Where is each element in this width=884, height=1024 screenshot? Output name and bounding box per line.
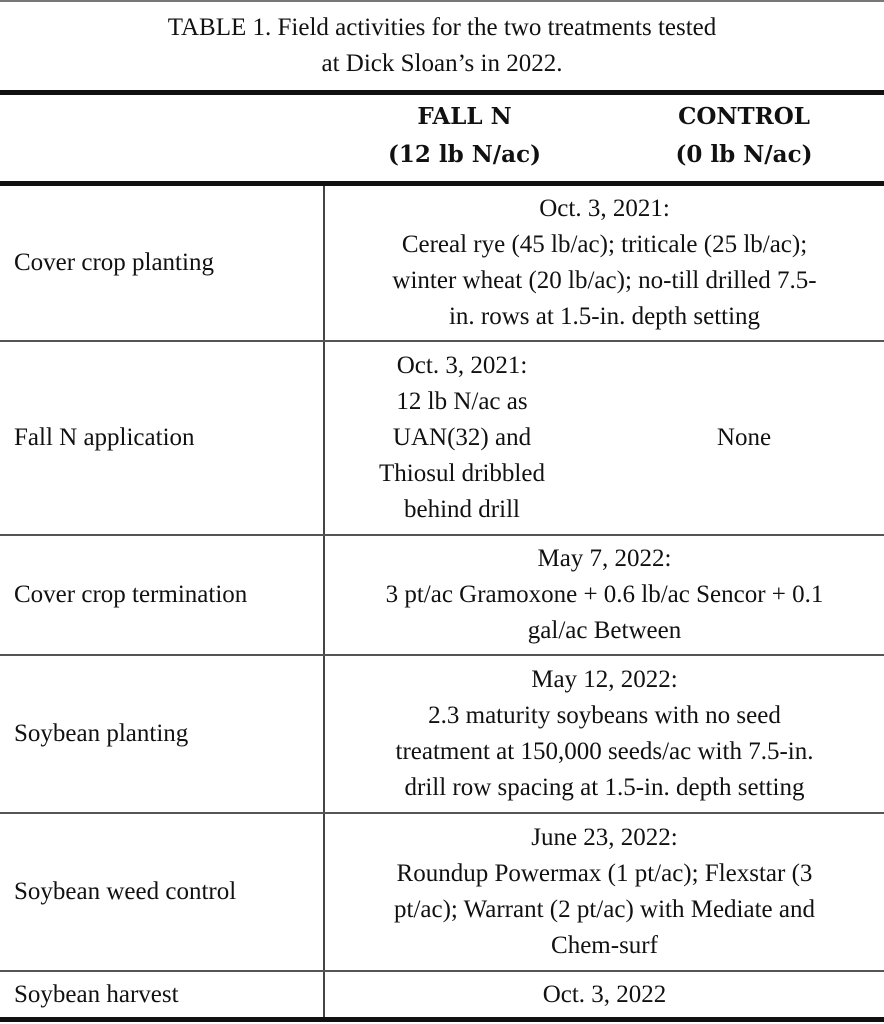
value-line: Roundup Powermax (1 pt/ac); Flexstar (3 [396,860,813,887]
value-line: May 7, 2022: [537,545,672,572]
title-line-1: TABLE 1. Field activities for the two treatments tested [167,14,717,41]
title-line-2: at Dick Sloan’s in 2022. [321,50,563,77]
header-top-rule [0,90,884,95]
table-title [0,10,884,82]
column-header-title: CONTROL [678,103,810,130]
column-header-fall-n [325,98,604,182]
value-line: Chem-surf [551,932,658,959]
table-row [0,656,884,814]
table-row [0,186,884,342]
value-line: drill row spacing at 1.5-in. depth setting [404,774,805,801]
column-header-rate: (0 lb N/ac) [675,141,813,168]
row-value: Oct. 3, 2022 [542,981,667,1008]
value-line: May 12, 2022: [531,666,678,693]
fall-n-value [325,342,599,534]
value-line: in. rows at 1.5-in. depth setting [448,303,761,330]
top-rule [0,0,884,2]
column-header-title: FALL N [417,103,512,130]
row-value [325,186,884,340]
table-row [0,814,884,972]
column-header-control [604,98,884,182]
table-row [0,342,884,536]
row-value [325,656,884,812]
row-label: Cover crop termination [14,581,248,608]
value-line: June 23, 2022: [531,824,678,851]
table-bottom-rule [0,1017,884,1022]
value-line: Oct. 3, 2021: [396,352,528,379]
row-label: Soybean weed control [14,878,237,905]
value-line: 3 pt/ac Gramoxone + 0.6 lb/ac Sencor + 0.1 [385,581,824,608]
value-line: treatment at 150,000 seeds/ac with 7.5-in. [395,738,814,765]
value-line: winter wheat (20 lb/ac); no-till drilled 7.5- [392,267,817,294]
value-line: 12 lb N/ac as [396,388,528,415]
row-label: Cover crop planting [14,249,214,276]
value-line: pt/ac); Warrant (2 pt/ac) with Mediate and [394,896,815,923]
value-line: behind drill [404,496,520,523]
value-line: Oct. 3, 2021: [539,195,670,222]
value-line: Thiosul dribbled [379,460,545,487]
table-row [0,972,884,1018]
value-line: 2.3 maturity soybeans with no seed [428,702,781,729]
value-line: Cereal rye (45 lb/ac); triticale (25 lb/ac); [401,231,808,258]
row-label: Soybean harvest [14,981,179,1008]
column-header-rate: (12 lb N/ac) [388,141,541,168]
value-line: UAN(32) and [392,424,532,451]
row-label: Fall N application [14,424,195,451]
value-line: gal/ac Between [527,617,682,644]
control-value: None [716,424,772,451]
row-label: Soybean planting [14,720,189,747]
row-value [325,814,884,970]
row-value [325,536,884,654]
table-row [0,536,884,656]
